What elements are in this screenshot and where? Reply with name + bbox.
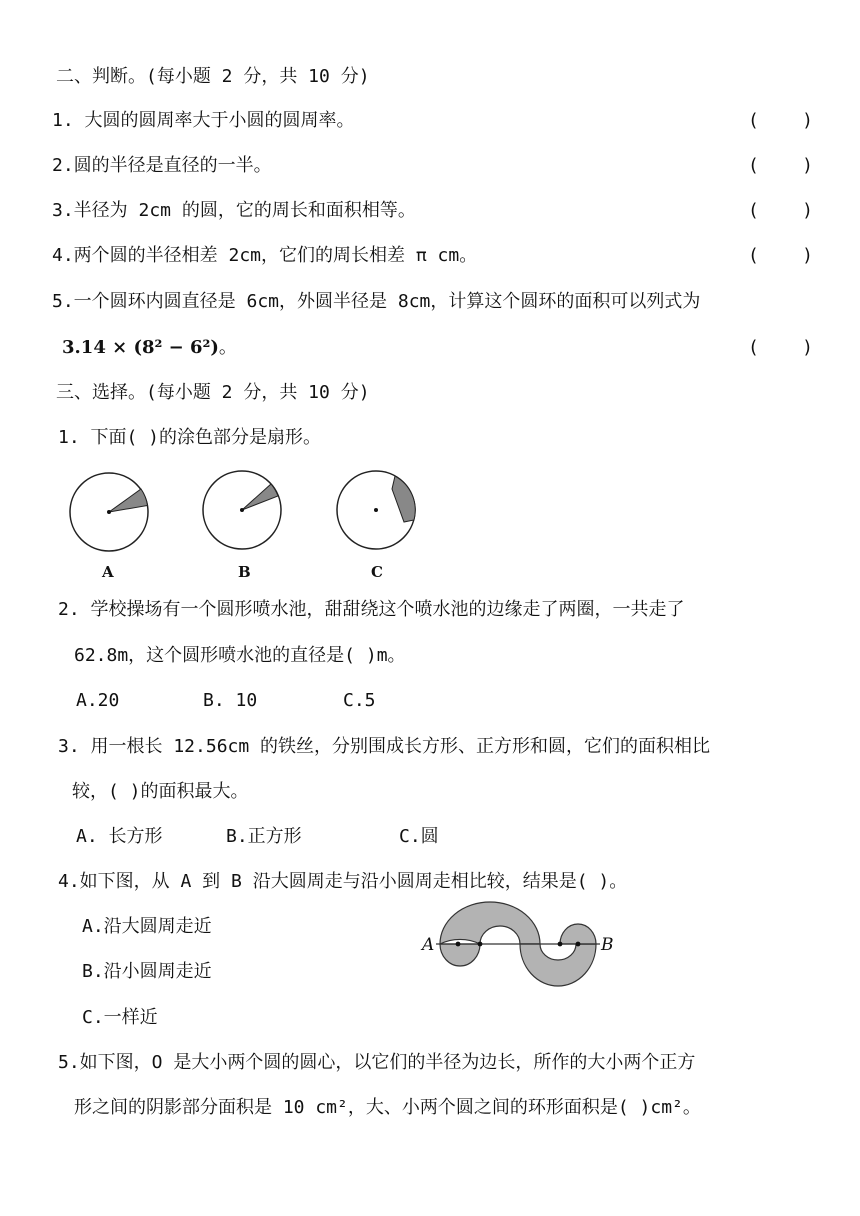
q2-option-a[interactable]: A.20 bbox=[76, 690, 120, 711]
choice-q2-line-1: 2. 学校操场有一个圆形喷水池，甜甜绕这个喷水池的边缘走了两圈，一共走了 bbox=[58, 599, 685, 620]
choice-q3-line-1: 3. 用一根长 12.56cm 的铁丝，分别围成长方形、正方形和圆，它们的面积相比 bbox=[58, 736, 711, 757]
q2-option-b[interactable]: B. 10 bbox=[203, 690, 258, 711]
circle-figure-b bbox=[200, 468, 290, 558]
figure-label-a: A bbox=[102, 563, 114, 581]
judge-item-1: 1. 大圆的圆周率大于小圆的圆周率。 bbox=[52, 110, 355, 131]
choice-q2-line-2: 62.8m，这个圆形喷水池的直径是( )m。 bbox=[74, 645, 406, 666]
figure-label-c: C bbox=[371, 563, 383, 581]
figure-label-b: B bbox=[238, 563, 251, 581]
q2-option-c[interactable]: C.5 bbox=[343, 690, 376, 711]
choice-q1: 1. 下面( )的涂色部分是扇形。 bbox=[58, 427, 322, 448]
semicircle-path-figure bbox=[420, 898, 620, 993]
choice-q5-line-1: 5.如下图，O 是大小两个圆的圆心，以它们的半径为边长，所作的大小两个正方 bbox=[58, 1052, 696, 1073]
circle-figure-c bbox=[334, 468, 424, 558]
q4-option-a[interactable]: A.沿大圆周走近 bbox=[82, 916, 212, 937]
section-3-header: 三、选择。(每小题 2 分，共 10 分) bbox=[56, 382, 370, 403]
formula: 3.14 × (8² − 6²) bbox=[62, 337, 219, 358]
answer-blank-4[interactable]: ( ) bbox=[748, 245, 814, 266]
circle-figure-a bbox=[67, 468, 157, 558]
answer-blank-1[interactable]: ( ) bbox=[748, 110, 814, 131]
q4-option-b[interactable]: B.沿小圆周走近 bbox=[82, 961, 212, 982]
q3-option-a[interactable]: A. 长方形 bbox=[76, 826, 163, 847]
answer-blank-5[interactable]: ( ) bbox=[748, 337, 814, 358]
figure-label-point-b: B bbox=[601, 935, 614, 955]
formula-period: 。 bbox=[218, 337, 237, 358]
figure-label-point-a: A bbox=[422, 935, 435, 955]
judge-item-3: 3.半径为 2cm 的圆，它的周长和面积相等。 bbox=[52, 200, 416, 221]
answer-blank-2[interactable]: ( ) bbox=[748, 155, 814, 176]
section-2-header: 二、判断。(每小题 2 分，共 10 分) bbox=[56, 66, 370, 87]
choice-q5-line-2: 形之间的阴影部分面积是 10 cm²，大、小两个圆之间的环形面积是( )cm²。 bbox=[74, 1097, 701, 1118]
choice-q3-line-2: 较，( )的面积最大。 bbox=[72, 781, 249, 802]
judge-item-4: 4.两个圆的半径相差 2cm，它们的周长相差 π cm。 bbox=[52, 245, 478, 266]
q3-option-c[interactable]: C.圆 bbox=[399, 826, 439, 847]
answer-blank-3[interactable]: ( ) bbox=[748, 200, 814, 221]
judge-item-5: 5.一个圆环内圆直径是 6cm，外圆半径是 8cm，计算这个圆环的面积可以列式为 bbox=[52, 291, 701, 312]
judge-item-5-formula-line bbox=[62, 335, 237, 361]
choice-q4: 4.如下图，从 A 到 B 沿大圆周走与沿小圆周走相比较，结果是( )。 bbox=[58, 871, 628, 892]
q3-option-b[interactable]: B.正方形 bbox=[226, 826, 302, 847]
q4-option-c[interactable]: C.一样近 bbox=[82, 1007, 158, 1028]
judge-item-2: 2.圆的半径是直径的一半。 bbox=[52, 155, 272, 176]
